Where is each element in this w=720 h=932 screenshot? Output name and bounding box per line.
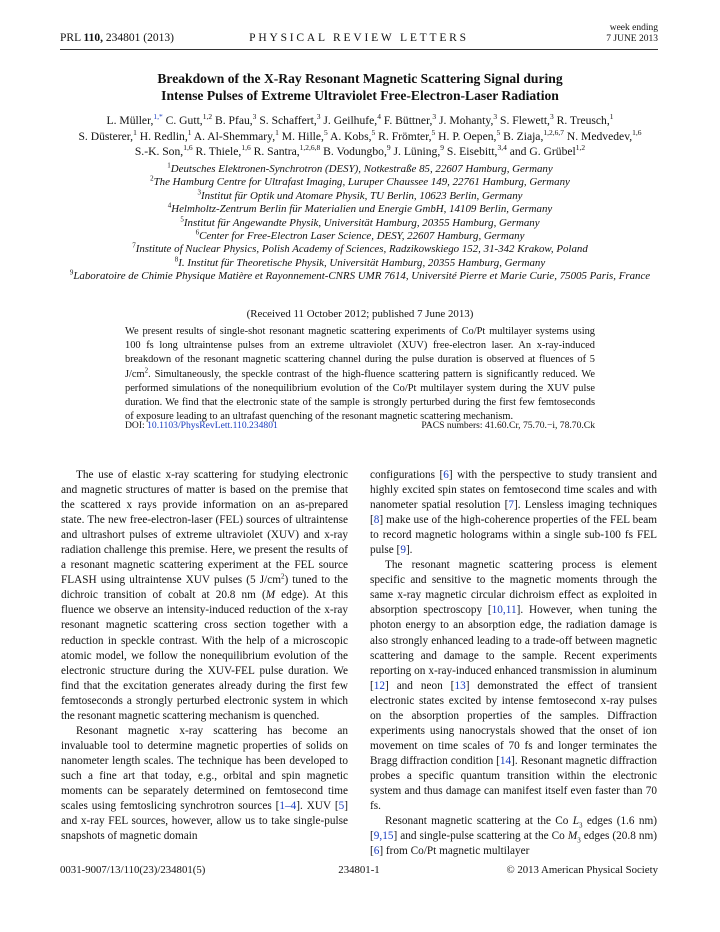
- date-label: 7 JUNE 2013: [606, 34, 658, 44]
- author-affiliation-mark: 9: [386, 143, 391, 153]
- author-affiliation-mark: 1: [187, 127, 192, 137]
- article-number: 234801 (2013): [105, 32, 174, 44]
- author-affiliation-mark: 9: [440, 143, 444, 153]
- affiliation: $^6$Center for Free-Electron Laser Science, DESY, 22607 Hamburg, Germany: [195, 228, 525, 243]
- author-affiliation-mark: 3: [432, 112, 437, 122]
- pacs-numbers: PACS numbers: 41.60.Cr, 75.70.−i, 78.70.Ck: [421, 420, 595, 431]
- author: S. Flewett,: [500, 114, 550, 127]
- author: B. Ziaja,: [503, 129, 544, 143]
- author-affiliation-mark: 5: [371, 127, 376, 137]
- author: R. Treusch,: [556, 114, 610, 127]
- author-affiliation-mark: 1,2: [202, 112, 213, 122]
- author: B. Pfau,: [214, 114, 253, 127]
- author: S. Eisebitt,: [446, 145, 498, 159]
- author: F. Büttner,: [383, 114, 433, 127]
- author-affiliation-mark: 5: [323, 127, 328, 137]
- author: A. Kobs,: [329, 129, 372, 143]
- author-affiliation-mark: 3: [549, 112, 554, 122]
- author-affiliation-mark: 5: [431, 127, 436, 137]
- author: N. Medvedev,: [566, 129, 633, 143]
- reference-link[interactable]: 9: [400, 544, 406, 557]
- author-affiliation-mark: 1,2: [575, 143, 586, 153]
- left-column: [61, 468, 348, 844]
- author: J. Mohanty,: [439, 114, 494, 127]
- reference-link[interactable]: 6: [373, 845, 380, 858]
- title-line: Intense Pulses of Extreme Ultraviolet Free-Electron-Laser Radiation: [161, 88, 559, 103]
- copyright: © 2013 American Physical Society: [506, 864, 658, 876]
- author: A. Al-Shemmary,: [193, 129, 276, 143]
- author: S. Düsterer,: [78, 129, 134, 143]
- affiliation-list: [40, 163, 680, 284]
- journal-title: PHYSICAL REVIEW LETTERS: [249, 32, 469, 44]
- author: R. Frömter,: [378, 129, 432, 143]
- author-affiliation-mark: 1,6: [632, 127, 642, 137]
- author-affiliation-mark: 1,6: [241, 143, 251, 153]
- week-label: week ending: [609, 23, 658, 33]
- author-list: [48, 113, 672, 160]
- volume: 110,: [83, 32, 104, 44]
- reference-link[interactable]: 8: [373, 514, 380, 527]
- reference-link[interactable]: 6: [443, 469, 449, 481]
- author: H. Redlin,: [139, 129, 188, 143]
- author: S. Schaffert,: [259, 114, 317, 127]
- author-affiliation-mark: 3: [252, 112, 257, 122]
- doi-link[interactable]: 10.1103/PhysRevLett.110.234801: [147, 420, 278, 431]
- author: L. Müller,: [106, 114, 154, 127]
- paragraph: configurations [6] with the perspective to study transient and highly excited spin states on femtosecond time scales and with nanometer spatial resolution [7]. Lensless imaging techniques [8] make use of the high-coherence properties of the FEL beam to record magnetic holograms within a single sub-100 fs FEL pulse [9].: [370, 469, 658, 557]
- author: B. Vodungbo,: [323, 145, 387, 159]
- author-affiliation-mark: 3: [493, 112, 498, 122]
- issue-date: [606, 23, 658, 45]
- doi-pacs-line: [125, 420, 595, 431]
- author: and G. Grübel: [509, 145, 576, 159]
- author-affiliation-mark: 1,2,6,7: [543, 127, 564, 137]
- affiliation: $^8$I. Institut für Theoretische Physik, Universität Hamburg, 20355 Hamburg, Germany: [174, 255, 546, 269]
- author-affiliation-mark: 1: [609, 112, 614, 122]
- affiliation: $^3$Institut für Optik und Atomare Physik, TU Berlin, 10623 Berlin, Germany: [197, 188, 523, 202]
- author-affiliation-mark: 3: [316, 112, 321, 122]
- author-affiliation-mark: 3,4: [497, 143, 507, 153]
- paragraph: Resonant magnetic x-ray scattering has become an invaluable tool to determine magnetic properties of solids on nanometer length scales. The technique has been developed to such a fine art that today, e.g., orbital and spin magnetic moments can be separately determined on femtosecond time scales using femtoslicing synchrotron sources [1–4]. XUV [5] and x-ray FEL sources, however, allow us to take single-pulse snapshots of magnetic domain: [61, 724, 348, 843]
- author: J. Lüning,: [393, 145, 441, 159]
- right-column: [370, 468, 657, 859]
- received-dates: (Received 11 October 2012; published 7 June 2013): [246, 308, 474, 320]
- author-affiliation-mark: 5: [496, 127, 501, 137]
- paragraph: The use of elastic x-ray scattering for studying electronic and magnetic structures of matter is based on the premise that the scattered x rays provide information on an as-prepared state. The new free-electron-laser (FEL) sources of ultraintense and ultrashort pulses of extreme ultraviolet (XUV) and x-ray radiation challenge this premise. Here, we present the results of a resonant magnetic scattering experiment at the FEL source FLASH using ultraintense XUV pulses (5 $J/cm^2$) tuned to the dichroic transition of cobalt at 20.8 nm (M edge). At this fluence we observe an intensity-induced reduction of the x-ray resonant magnetic scattering cross section together with a reduction in speckle contrast. With the help of a microscopic atomic model, we follow the nonequilibrium evolution of the electronic structure during the XUV-FEL pulse duration. We find that the excitation generates already during the first few femtoseconds a strongly perturbed electronic system in which the resonant magnetic scattering mechanism is quenched.: [61, 469, 348, 722]
- issn-code: 0031-9007/13/110(23)/234801(5): [60, 864, 206, 876]
- reference-link[interactable]: 12: [373, 679, 385, 692]
- author-affiliation-mark: 1,6: [183, 143, 193, 153]
- article-title: [60, 70, 660, 104]
- author: R. Santra,: [253, 145, 300, 159]
- reference-link[interactable]: 9,15: [373, 830, 394, 843]
- reference-link[interactable]: 1–4: [279, 800, 297, 813]
- author: J. Geilhufe,: [323, 114, 378, 127]
- reference-link[interactable]: 10,11: [491, 604, 517, 617]
- affiliation: $^9$Laboratoire de Chimie Physique Matière et Rayonnement-CNRS UMR 7614, Université Pierre et Marie Curie, 75005 Paris, France: [69, 268, 651, 283]
- author: C. Gutt,: [165, 114, 203, 127]
- reference-link[interactable]: 13: [454, 679, 466, 692]
- author: H. P. Oepen,: [438, 129, 497, 143]
- header-rule: [60, 49, 658, 50]
- title-line: Breakdown of the X-Ray Resonant Magnetic Scattering Signal during: [157, 71, 563, 86]
- journal-abbrev: PRL: [60, 32, 81, 44]
- affiliation: $^7$Institute of Nuclear Physics, Polish Academy of Sciences, Radzikowskiego 152, 31-342 Krakow, Poland: [132, 241, 588, 256]
- author-affiliation-mark: 4: [377, 112, 381, 122]
- affiliation: $^5$Institut für Angewandte Physik, Universität Hamburg, 20355 Hamburg, Germany: [180, 215, 540, 229]
- page-number: 234801-1: [338, 864, 380, 876]
- author-affiliation-mark: 1,2,6,8: [299, 143, 321, 153]
- author-affiliation-mark: 1: [133, 127, 137, 137]
- author-affiliation-mark: 1: [275, 127, 279, 137]
- reference-link[interactable]: 14: [499, 754, 512, 767]
- author: S.-K. Son,: [134, 145, 184, 159]
- author: R. Thiele,: [195, 145, 242, 159]
- author: M. Hille,: [281, 129, 324, 143]
- affiliation: $^4$Helmholtz-Zentrum Berlin für Materialien und Energie GmbH, 14109 Berlin, Germany: [167, 201, 553, 216]
- running-header: [60, 22, 658, 52]
- reference-link[interactable]: 5: [338, 800, 345, 813]
- paragraph: Resonant magnetic scattering at the Co $L_3$ edges (1.6 nm) [9,15] and single-pulse scattering at the Co $M_3$ edges (20.8 nm) [6] from Co/Pt magnetic multilayer: [370, 815, 658, 858]
- reference-link[interactable]: 7: [508, 499, 514, 512]
- author-affiliation-mark: 1,*: [153, 112, 163, 122]
- paragraph: The resonant magnetic scattering process is element specific and sensitive to the magnetic moments through the same x-ray magnetic circular dichroism effect as exploited in absorption spectroscopy [10,11]. However, when tuning the photon energy to an absorption edge, the radiation damage is also strongly enhanced leading to a trade-off between magnetic scattering and damage to the sample. Recent experiments reporting on x-ray-induced enhanced transmission in aluminum [12] and neon [13] demonstrated the effect of transient electronic states excited by intense femtosecond x-ray pulses on the absorption properties of the samples. Diffraction experiments using nanocrystals showed that the onset of ion movement on time scales of 70 fs and longer terminates the Bragg diffraction condition [14]. Resonant magnetic diffraction probes a specific quantum transition within the electronic system and thus damage can manifest itself even faster than 70 fs.: [370, 559, 658, 813]
- affiliation: $^2$The Hamburg Centre for Ultrafast Imaging, Luruper Chaussee 149, 22761 Hamburg, Germany: [150, 174, 570, 189]
- doi-label: DOI:: [125, 420, 145, 431]
- affiliation: $^1$Deutsches Elektronen-Synchrotron (DESY), Notkestraße 85, 22607 Hamburg, Germany: [167, 161, 553, 175]
- abstract: We present results of single-shot resonant magnetic scattering experiments of Co/Pt multilayer systems using 100 fs long ultraintense pulses from an extreme ultraviolet (XUV) free-electron laser. An x-ray-induced breakdown of the resonant magnetic scattering channel during the pulse duration is observed at fluences of 5 $J/cm^2$. Simultaneously, the speckle contrast of the high-fluence scattering pattern is significantly reduced. We performed simulations of the nonequilibrium evolution of the Co/Pt multilayer system during the XUV pulse duration. We find that the electronic state of the sample is strongly perturbed during the first few femtoseconds of exposure leading to an ultrafast quenching of the resonant magnetic scattering mechanism.: [125, 326, 595, 423]
